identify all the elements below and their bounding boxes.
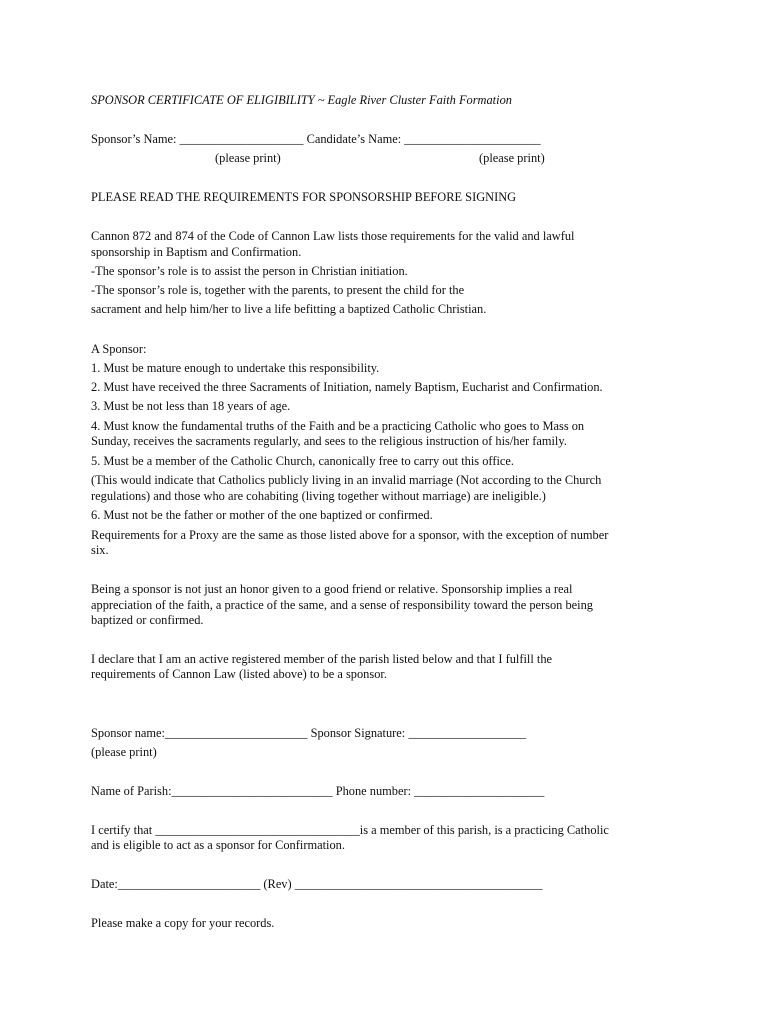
certify-line: and is eligible to act as a sponsor for Confirmation. bbox=[91, 838, 345, 852]
proxy-note: six. bbox=[91, 543, 109, 557]
canon-line: sponsorship in Baptism and Confirmation. bbox=[91, 245, 302, 259]
sponsor-requirement: 1. Must be mature enough to undertake this responsibility. bbox=[91, 361, 380, 375]
honor-line: baptized or confirmed. bbox=[91, 613, 204, 627]
sponsor-requirement: 2. Must have received the three Sacraments of Initiation, namely Baptism, Eucharist and Confirmation. bbox=[91, 380, 603, 394]
canon-line: -The sponsor’s role is to assist the person in Christian initiation. bbox=[91, 264, 408, 278]
declare-line: I declare that I am an active registered member of the parish listed below and that I fulfill the bbox=[91, 652, 553, 666]
certify-line: I certify that _________________________________is a member of this parish, is a practicing Catholic bbox=[91, 823, 609, 837]
print-hint-sponsor-name: (please print) bbox=[91, 745, 157, 759]
honor-line: Being a sponsor is not just an honor given to a good friend or relative. Sponsorship implies a real bbox=[91, 582, 573, 596]
sponsor-requirement: 5. Must be a member of the Catholic Church, canonically free to carry out this office. bbox=[91, 454, 514, 468]
read-notice: PLEASE READ THE REQUIREMENTS FOR SPONSORSHIP BEFORE SIGNING bbox=[91, 190, 517, 204]
declare-line: requirements of Cannon Law (listed above) to be a sponsor. bbox=[91, 667, 387, 681]
document-title: SPONSOR CERTIFICATE OF ELIGIBILITY ~ Eagle River Cluster Faith Formation bbox=[91, 93, 512, 107]
print-hint-sponsor: (please print) bbox=[215, 151, 281, 165]
canon-line: -The sponsor’s role is, together with the parents, to present the child for the bbox=[91, 283, 465, 297]
copy-note: Please make a copy for your records. bbox=[91, 916, 275, 930]
proxy-note: Requirements for a Proxy are the same as those listed above for a sponsor, with the exception of number bbox=[91, 528, 609, 542]
sponsor-requirement: 3. Must be not less than 18 years of age. bbox=[91, 399, 291, 413]
print-hint-candidate: (please print) bbox=[479, 151, 545, 165]
sponsor-requirement: Sunday, receives the sacraments regularly, and sees to the religious instruction of his/her family. bbox=[91, 434, 567, 448]
sponsor-requirement: 6. Must not be the father or mother of the one baptized or confirmed. bbox=[91, 508, 433, 522]
canon-line: Cannon 872 and 874 of the Code of Cannon Law lists those requirements for the valid and lawful bbox=[91, 229, 575, 243]
sponsor-requirement: regulations) and those who are cohabiting (living together without marriage) are ineligible.) bbox=[91, 489, 546, 503]
sponsor-requirement: 4. Must know the fundamental truths of the Faith and be a practicing Catholic who goes to Mass on bbox=[91, 419, 585, 433]
sponsor-list-heading: A Sponsor: bbox=[91, 342, 147, 356]
names-line: Sponsor’s Name: ____________________ Candidate’s Name: ______________________ bbox=[91, 132, 541, 146]
parish-line: Name of Parish:__________________________ Phone number: _____________________ bbox=[91, 784, 545, 798]
honor-line: appreciation of the faith, a practice of the same, and a sense of responsibility toward the person being bbox=[91, 598, 593, 612]
sponsor-requirement: (This would indicate that Catholics publicly living in an invalid marriage (Not according to the Church bbox=[91, 473, 602, 487]
canon-line: sacrament and help him/her to live a life befitting a baptized Catholic Christian. bbox=[91, 302, 487, 316]
sponsor-signature-line: Sponsor name:_______________________ Sponsor Signature: ___________________ bbox=[91, 726, 527, 740]
date-line: Date:_______________________ (Rev) ________________________________________ bbox=[91, 877, 543, 891]
